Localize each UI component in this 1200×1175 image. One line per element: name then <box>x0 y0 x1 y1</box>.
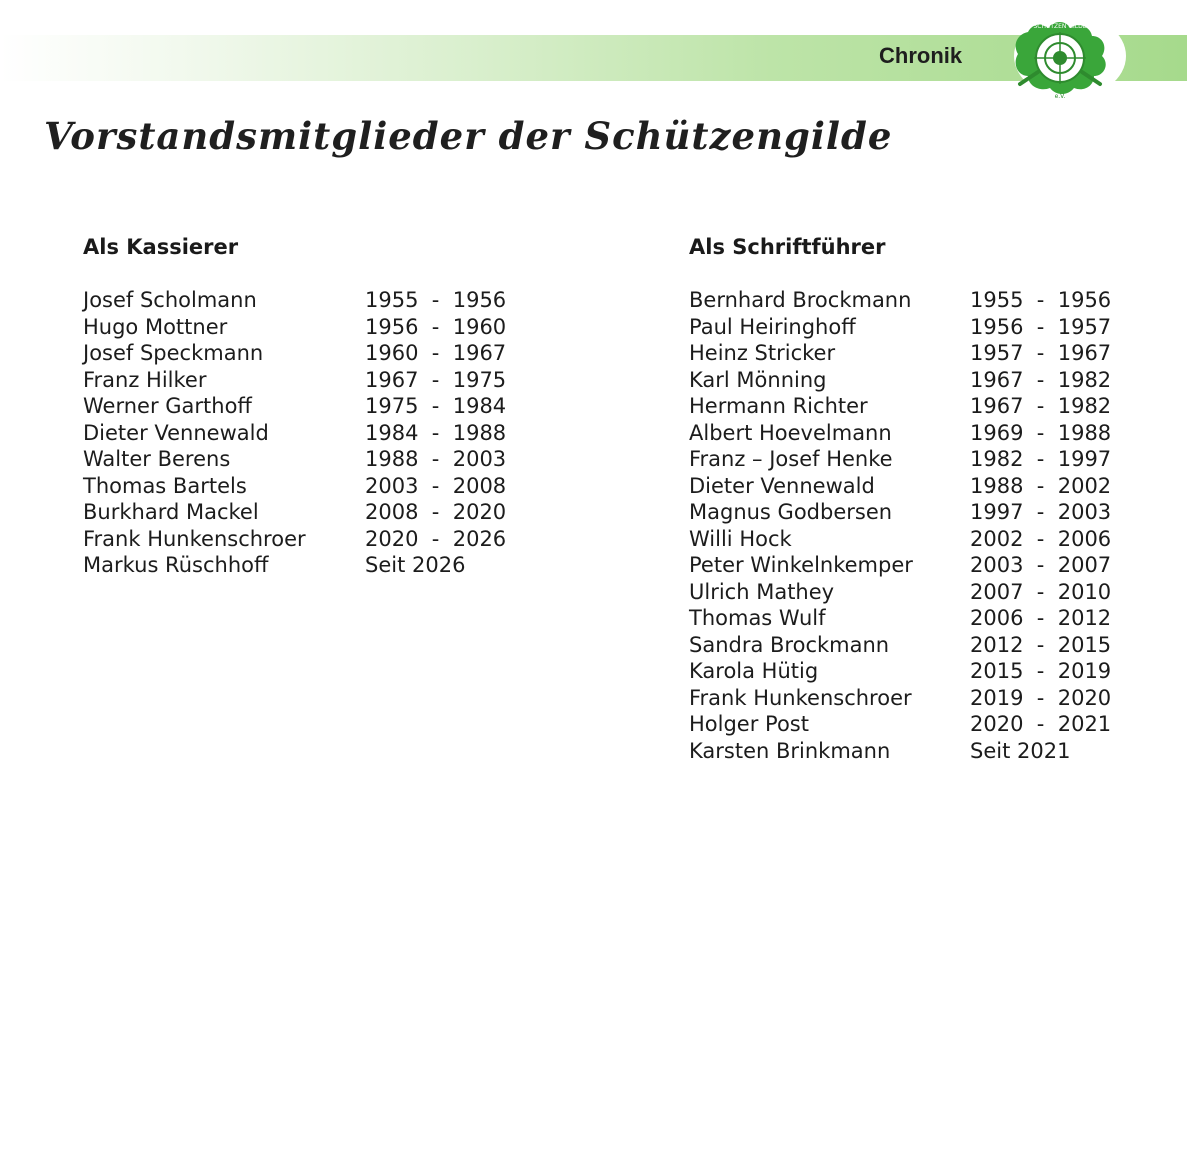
member-name: Karsten Brinkmann <box>689 738 891 763</box>
member-name: Walter Berens <box>83 447 231 471</box>
term-period: 1975 - 1984 <box>365 394 507 418</box>
term-period: 1982 - 1997 <box>970 447 1112 471</box>
member-name: Bernhard Brockmann <box>689 288 912 312</box>
section-label: Chronik <box>879 43 963 68</box>
member-name: Franz Hilker <box>83 367 207 392</box>
list-item <box>689 526 1112 553</box>
kassierer-list <box>83 287 507 579</box>
term-period: 1984 - 1988 <box>365 420 507 445</box>
list-item <box>689 499 1112 526</box>
member-name: Peter Winkelnkemper <box>689 553 913 577</box>
term-period: 1955 - 1956 <box>365 288 507 312</box>
list-item <box>83 340 507 367</box>
term-period: 2020 - 2026 <box>365 526 507 551</box>
list-item <box>689 552 1112 579</box>
list-item <box>83 499 507 526</box>
term-period: Seit 2026 <box>365 553 466 577</box>
member-name: Sandra Brockmann <box>689 632 890 657</box>
list-item <box>689 605 1112 632</box>
schriftfuehrer-heading: Als Schriftführer <box>689 235 886 259</box>
member-name: Karl Mönning <box>689 367 827 392</box>
list-item <box>689 711 1112 738</box>
list-item <box>83 314 507 341</box>
member-name: Markus Rüschhoff <box>83 553 269 577</box>
term-period: 2008 - 2020 <box>365 500 507 524</box>
term-period: 2002 - 2006 <box>970 526 1112 551</box>
member-name: Holger Post <box>689 712 809 736</box>
term-period: 1969 - 1988 <box>970 420 1112 445</box>
list-item <box>83 526 507 553</box>
member-name: Thomas Bartels <box>83 473 247 498</box>
member-name: Burkhard Mackel <box>83 500 259 524</box>
list-item <box>689 340 1112 367</box>
term-period: 1967 - 1982 <box>970 367 1112 392</box>
term-period: 2020 - 2021 <box>970 712 1112 736</box>
term-period: 2012 - 2015 <box>970 632 1112 657</box>
term-period: 1988 - 2002 <box>970 473 1112 498</box>
member-name: Thomas Wulf <box>689 606 826 630</box>
term-period: 1956 - 1957 <box>970 314 1112 339</box>
list-item <box>689 738 1071 765</box>
term-period: 2007 - 2010 <box>970 579 1112 604</box>
page-title: Vorstandsmitglieder der Schützengilde <box>44 114 893 158</box>
member-name: Ulrich Mathey <box>689 579 835 604</box>
member-name: Dieter Vennewald <box>689 473 875 498</box>
member-name: Karola Hütig <box>689 659 819 683</box>
term-period: 1967 - 1975 <box>365 367 507 392</box>
member-name: Paul Heiringhoff <box>689 314 856 339</box>
term-period: 1960 - 1967 <box>365 341 507 365</box>
list-item <box>83 473 507 500</box>
term-period: 2006 - 2012 <box>970 606 1112 630</box>
list-item <box>689 632 1112 659</box>
list-item <box>689 473 1112 500</box>
member-name: Josef Scholmann <box>83 288 257 312</box>
term-period: 2003 - 2008 <box>365 473 507 498</box>
logo-text: SCHÜTZEN GILDE <box>1033 23 1087 30</box>
club-logo <box>998 14 1128 100</box>
member-name: Hugo Mottner <box>83 314 228 339</box>
list-item <box>83 420 507 447</box>
kassierer-column <box>83 233 507 579</box>
member-name: Willi Hock <box>689 526 792 551</box>
schriftfuehrer-column <box>689 233 1112 764</box>
list-item <box>689 658 1112 685</box>
member-name: Frank Hunkenschroer <box>83 526 306 551</box>
member-name: Werner Garthoff <box>83 394 252 418</box>
list-item <box>83 367 507 394</box>
member-name: Heinz Stricker <box>689 341 836 365</box>
logo-subtext: e.V. <box>1054 93 1066 100</box>
member-name: Dieter Vennewald <box>83 420 269 445</box>
member-name: Magnus Godbersen <box>689 500 893 524</box>
list-item <box>83 446 507 473</box>
kassierer-heading: Als Kassierer <box>83 235 239 259</box>
list-item <box>689 393 1112 420</box>
term-period: 1997 - 2003 <box>970 500 1112 524</box>
list-item <box>689 287 1112 314</box>
list-item <box>689 367 1112 394</box>
list-item <box>689 446 1112 473</box>
member-name: Franz – Josef Henke <box>689 447 893 471</box>
term-period: Seit 2021 <box>970 738 1071 763</box>
term-period: 1957 - 1967 <box>970 341 1112 365</box>
list-item <box>83 287 507 314</box>
list-item <box>689 314 1112 341</box>
term-period: 2003 - 2007 <box>970 553 1112 577</box>
member-name: Hermann Richter <box>689 394 868 418</box>
term-period: 2019 - 2020 <box>970 685 1112 710</box>
term-period: 2015 - 2019 <box>970 659 1112 683</box>
term-period: 1955 - 1956 <box>970 288 1112 312</box>
member-name: Frank Hunkenschroer <box>689 685 912 710</box>
list-item <box>83 552 466 579</box>
member-name: Josef Speckmann <box>83 341 264 365</box>
list-item <box>83 393 507 420</box>
club-emblem-icon <box>998 14 1128 100</box>
term-period: 1967 - 1982 <box>970 394 1112 418</box>
list-item <box>689 420 1112 447</box>
term-period: 1956 - 1960 <box>365 314 507 339</box>
member-name: Albert Hoevelmann <box>689 420 892 445</box>
schriftfuehrer-list <box>689 287 1112 764</box>
term-period: 1988 - 2003 <box>365 447 507 471</box>
list-item <box>689 685 1112 712</box>
list-item <box>689 579 1112 606</box>
